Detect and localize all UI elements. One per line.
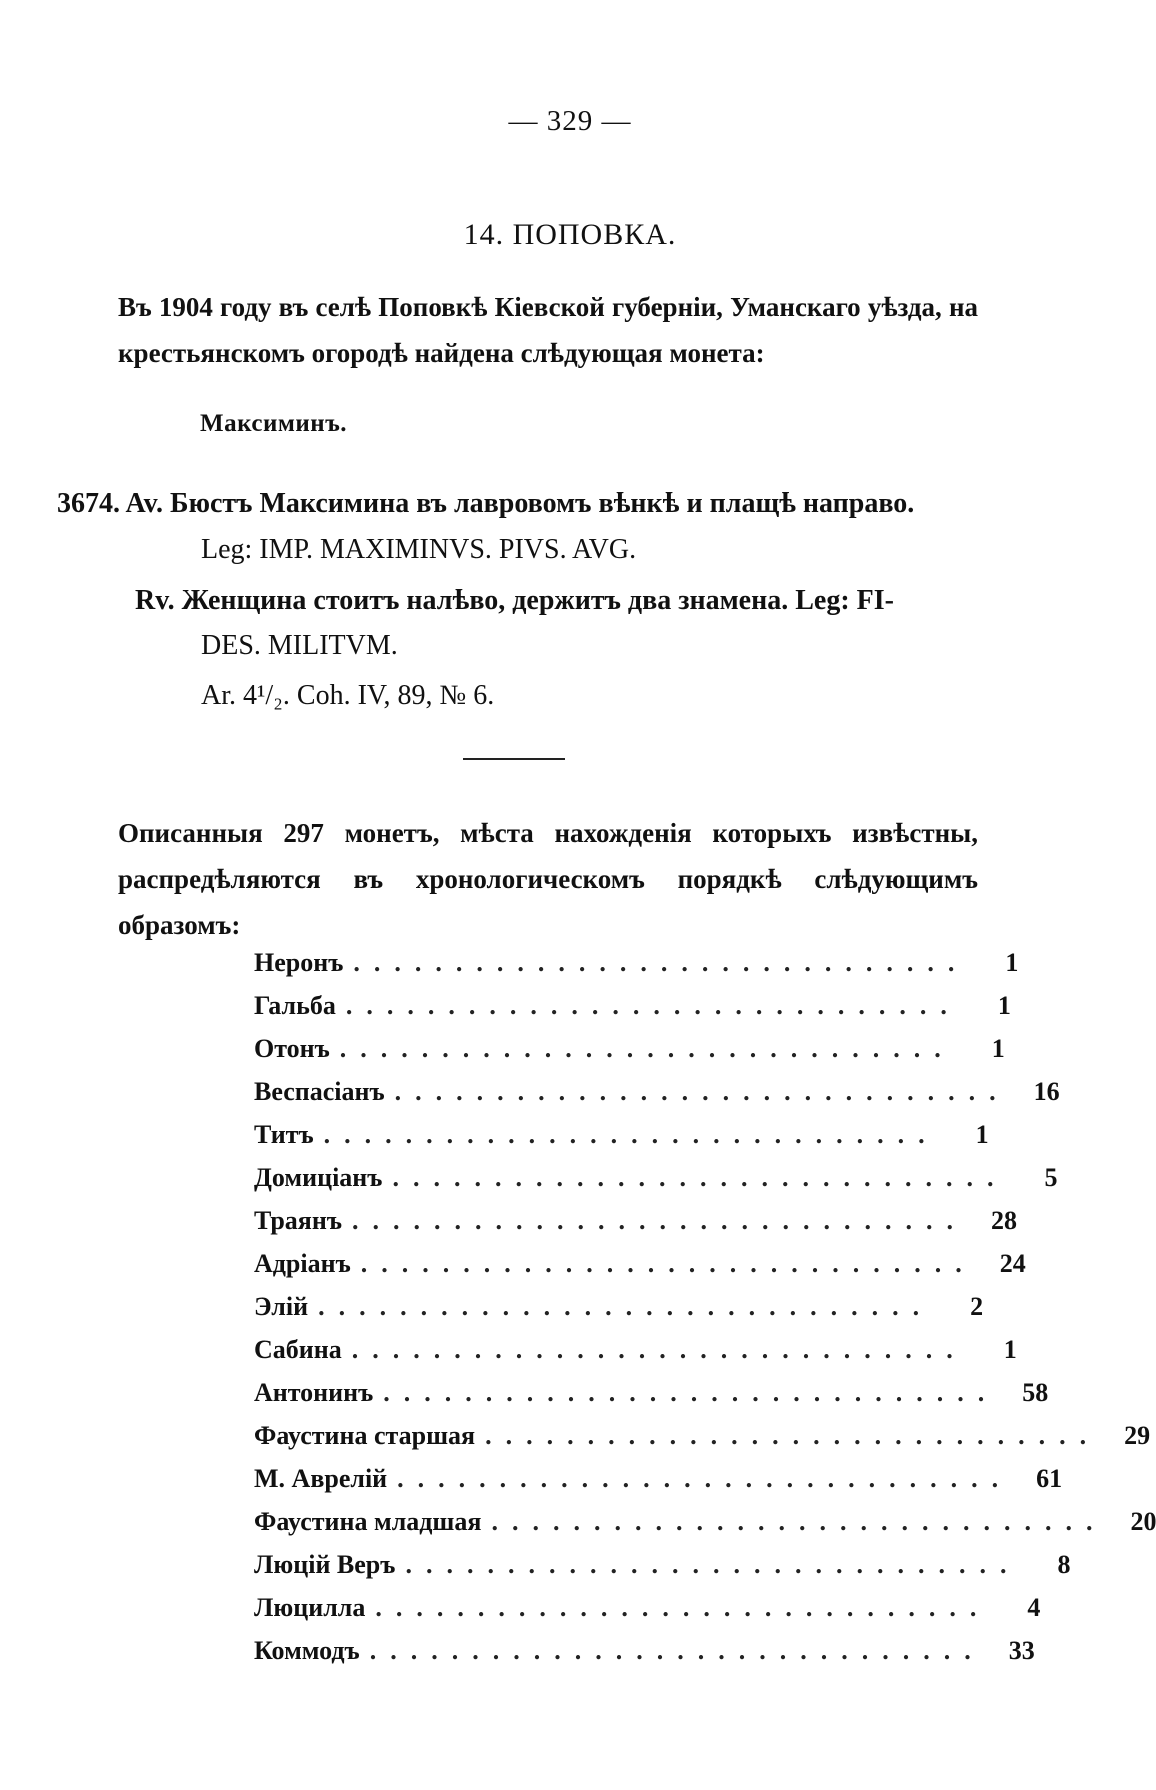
tally-emperor-name: Домиціанъ — [254, 1163, 383, 1192]
tally-row — [254, 1163, 1058, 1206]
tally-count: 16 — [1033, 1077, 1060, 1106]
tally-row — [254, 1464, 1063, 1507]
tally-leader-dots: .............................. — [383, 1378, 999, 1407]
tally-emperor-name: Отонъ — [254, 1034, 330, 1063]
tally-emperor-name: Элій — [254, 1292, 309, 1321]
tally-row — [254, 1206, 1018, 1249]
coin-obverse-line-1: 3674. Av. Бюстъ Максимина въ лавровомъ вѣнкѣ и плащѣ направо. — [57, 488, 915, 519]
tally-row — [254, 1593, 1041, 1636]
tally-emperor-name: М. Аврелій — [254, 1464, 388, 1493]
coin-reverse-line-1: Rv. Женщина стоитъ налѣво, держитъ два знамена. Leg: FI- — [135, 585, 894, 616]
tally-emperor-name: Неронъ — [254, 948, 344, 977]
tally-count: 58 — [1022, 1378, 1049, 1407]
tally-count: 24 — [999, 1249, 1026, 1278]
tally-leader-dots: .............................. — [392, 1163, 1008, 1192]
coin-tally-list — [254, 948, 1156, 1679]
tally-row — [254, 1550, 1071, 1593]
tally-emperor-name: Сабина — [254, 1335, 342, 1364]
tally-emperor-name: Люцій Веръ — [254, 1550, 396, 1579]
tally-leader-dots: .............................. — [360, 1249, 976, 1278]
tally-row — [254, 948, 1019, 991]
ruler-heading: Максиминъ. — [200, 410, 348, 437]
tally-count: 4 — [1027, 1593, 1041, 1622]
tally-count: 33 — [1008, 1636, 1035, 1665]
tally-emperor-name: Траянъ — [254, 1206, 343, 1235]
tally-count: 5 — [1044, 1163, 1058, 1192]
tally-emperor-name: Коммодъ — [254, 1636, 360, 1665]
tally-row — [254, 1421, 1151, 1464]
intro-paragraph: Въ 1904 году въ селѣ Поповкѣ Кіевской губерніи, Уманскаго уѣзда, на крестьянскомъ огородѣ найдена слѣдующая монета: — [118, 292, 978, 368]
tally-leader-dots: .............................. — [397, 1464, 1013, 1493]
tally-row — [254, 1507, 1156, 1550]
tally-row — [254, 1120, 989, 1163]
coin-reference: Ar. 4¹/₂. Coh. IV, 89, № 6. — [201, 680, 495, 711]
tally-row — [254, 1378, 1049, 1421]
tally-emperor-name: Фаустина старшая — [254, 1421, 476, 1450]
coin-reverse-line-2: DES. MILITVM. — [201, 630, 398, 661]
tally-leader-dots: .............................. — [345, 991, 961, 1020]
tally-leader-dots: .............................. — [375, 1593, 991, 1622]
tally-count: 8 — [1057, 1550, 1071, 1579]
tally-emperor-name: Люцилла — [254, 1593, 366, 1622]
page-number: — 329 — — [508, 105, 632, 137]
section-title: 14. ПОПОВКА. — [463, 218, 677, 251]
coin-obverse-legend: Leg: IMP. MAXIMINVS. PIVS. AVG. — [201, 534, 637, 565]
tally-count: 61 — [1036, 1464, 1063, 1493]
tally-row — [254, 1335, 1017, 1378]
tally-leader-dots: .............................. — [485, 1421, 1101, 1450]
tally-leader-dots: .............................. — [491, 1507, 1107, 1536]
tally-count: 1 — [975, 1120, 989, 1149]
tally-count: 2 — [970, 1292, 984, 1321]
tally-count: 1 — [1005, 948, 1019, 977]
tally-emperor-name: Веспасіанъ — [254, 1077, 385, 1106]
tally-leader-dots: .............................. — [339, 1034, 955, 1063]
tally-leader-dots: .............................. — [353, 948, 969, 977]
tally-leader-dots: .............................. — [318, 1292, 934, 1321]
tally-count: 20 — [1130, 1507, 1156, 1536]
tally-row — [254, 1292, 984, 1335]
tally-row — [254, 1249, 1026, 1292]
tally-leader-dots: .............................. — [352, 1206, 968, 1235]
tally-emperor-name: Фаустина младшая — [254, 1507, 482, 1536]
tally-emperor-name: Титъ — [254, 1120, 314, 1149]
tally-row — [254, 991, 1011, 1034]
tally-leader-dots: .............................. — [405, 1550, 1021, 1579]
tally-count: 1 — [991, 1034, 1005, 1063]
tally-row — [254, 1034, 1005, 1077]
tally-count: 1 — [1003, 1335, 1017, 1364]
tally-emperor-name: Антонинъ — [254, 1378, 374, 1407]
section-divider — [463, 758, 565, 760]
tally-row — [254, 1636, 1035, 1679]
tally-row — [254, 1077, 1060, 1120]
summary-paragraph: Описанныя 297 монетъ, мѣста нахожденія которыхъ извѣстны, распредѣляются въ хронологическомъ порядкѣ слѣдующимъ образомъ: — [118, 818, 978, 940]
tally-leader-dots: .............................. — [369, 1636, 985, 1665]
tally-leader-dots: .............................. — [394, 1077, 1010, 1106]
tally-leader-dots: .............................. — [323, 1120, 939, 1149]
tally-count: 28 — [991, 1206, 1018, 1235]
tally-emperor-name: Адріанъ — [254, 1249, 351, 1278]
tally-count: 29 — [1124, 1421, 1151, 1450]
tally-emperor-name: Гальба — [254, 991, 336, 1020]
tally-count: 1 — [997, 991, 1011, 1020]
tally-leader-dots: .............................. — [351, 1335, 967, 1364]
